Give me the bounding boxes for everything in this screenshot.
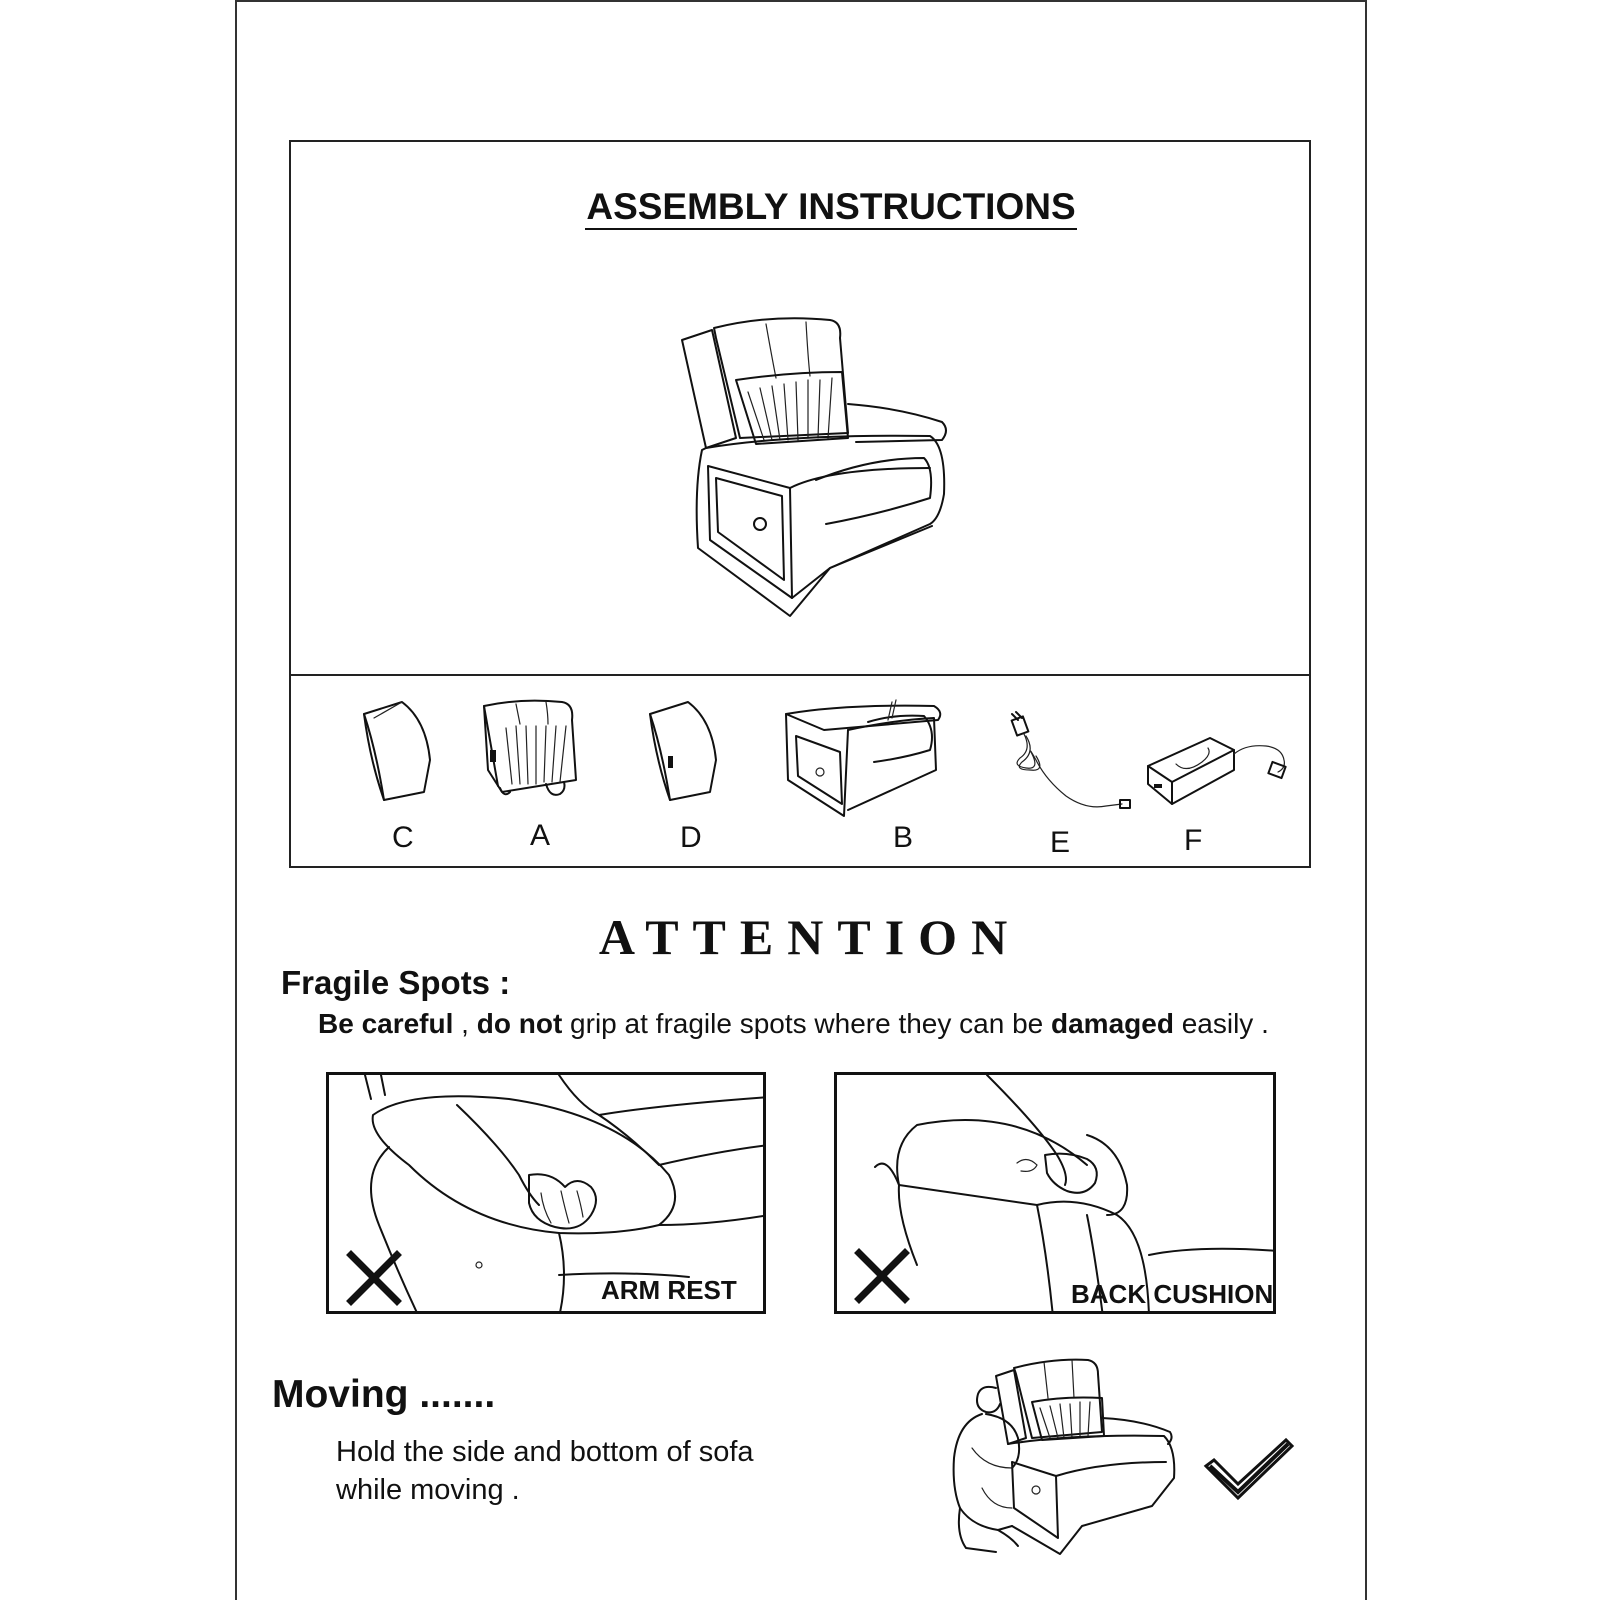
back-cushion-label: BACK CUSHION (1071, 1279, 1274, 1309)
back-cushion-panel (834, 1072, 1276, 1314)
part-label-e: E (1050, 826, 1071, 859)
part-label-c: C (392, 821, 414, 854)
power-cord-icon (1006, 710, 1142, 820)
arm-rest-panel (326, 1072, 766, 1314)
moving-recliner-icon (952, 1358, 1182, 1556)
part-label-a: A (530, 819, 551, 852)
wrong-x-icon (855, 1249, 909, 1303)
fragile-spots-title: Fragile Spots : (281, 964, 511, 1001)
wrong-x-icon (347, 1251, 401, 1305)
page-title: ASSEMBLY INSTRUCTIONS (291, 186, 1309, 228)
power-adapter-icon (1146, 734, 1296, 814)
right-armrest-icon (648, 700, 718, 800)
left-armrest-icon (362, 700, 432, 800)
arm-rest-label: ARM REST (601, 1275, 737, 1305)
part-label-d: D (680, 821, 702, 854)
moving-line-1: Hold the side and bottom of sofa (336, 1436, 754, 1468)
part-label-f: F (1184, 824, 1203, 857)
fragile-spots-text: Be careful , do not grip at fragile spots where they can be damaged easily . (318, 1008, 1269, 1039)
part-label-b: B (893, 821, 914, 854)
moving-instructions (336, 1433, 754, 1509)
attention-heading: ATTENTION (598, 909, 1022, 965)
recliner-chair-icon (680, 318, 970, 620)
backrest-icon (480, 700, 580, 800)
moving-line-2: while moving . (336, 1474, 520, 1506)
divider (291, 674, 1309, 676)
correct-check-icon (1204, 1438, 1294, 1502)
seat-base-icon (784, 700, 944, 820)
moving-title: Moving ....... (272, 1373, 496, 1416)
